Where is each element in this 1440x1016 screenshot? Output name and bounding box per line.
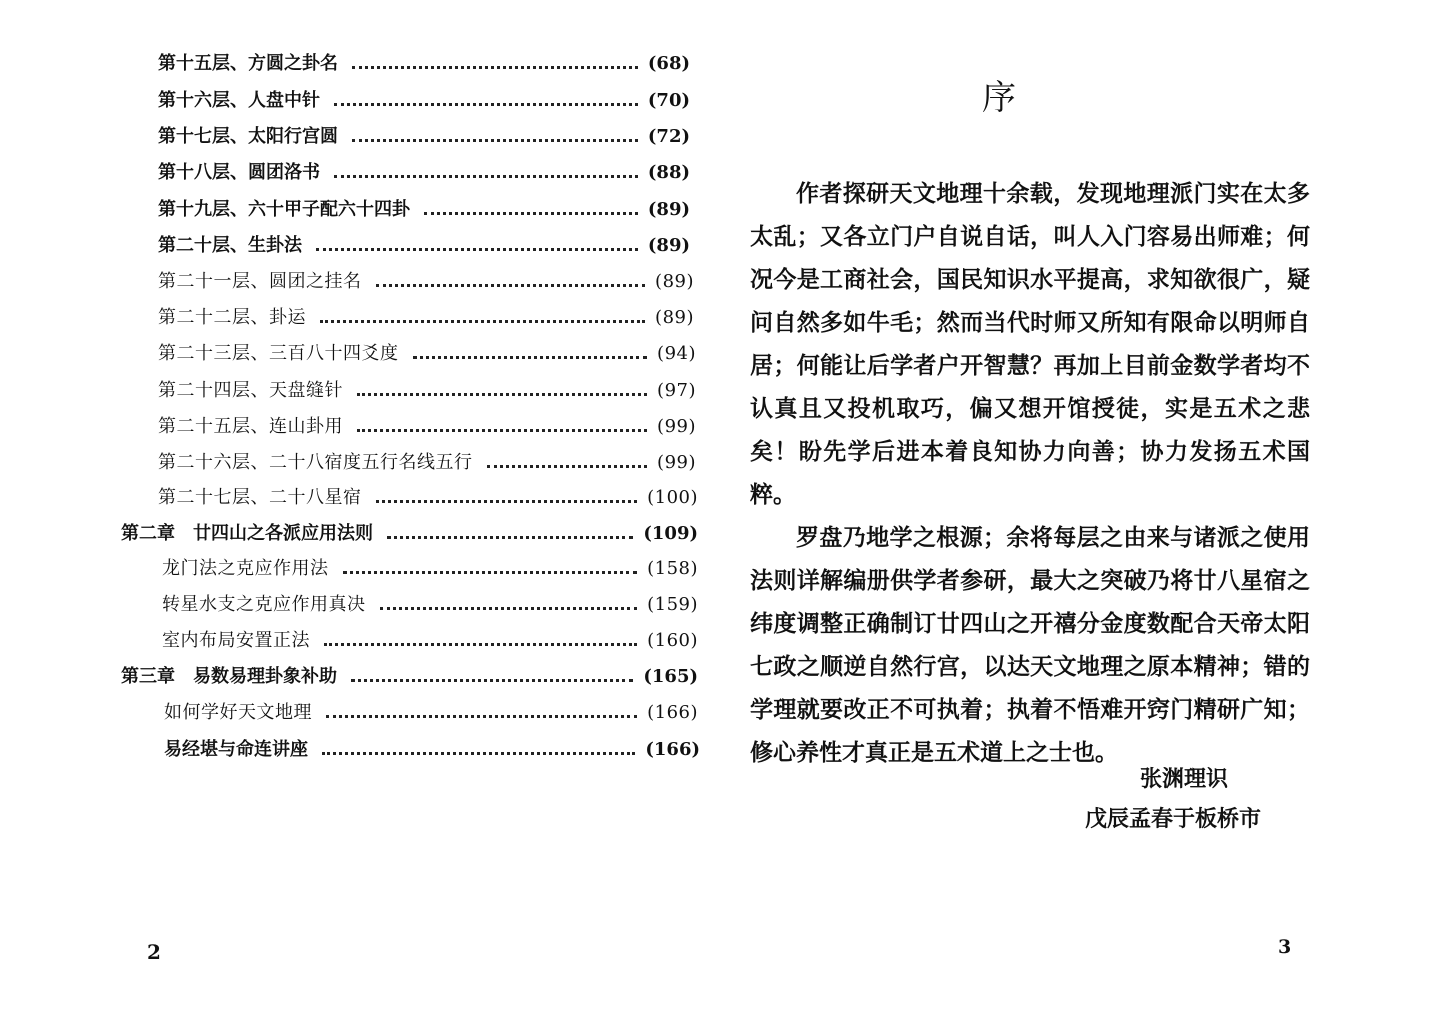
toc-leader-dots bbox=[322, 752, 635, 755]
preface-signature-name: 张渊理识 bbox=[1140, 766, 1229, 792]
table-of-contents bbox=[0, 0, 720, 800]
toc-entry-page: (100) bbox=[647, 487, 698, 508]
toc-leader-dots bbox=[387, 536, 633, 539]
toc-leader-dots bbox=[357, 393, 647, 396]
toc-entry-page: (94) bbox=[657, 343, 696, 364]
toc-entry bbox=[162, 626, 698, 656]
toc-entry bbox=[158, 267, 694, 297]
right-page bbox=[720, 0, 1440, 1016]
toc-entry-title: 第二十五层、连山卦用 bbox=[158, 416, 343, 437]
toc-leader-dots bbox=[487, 465, 648, 468]
toc-leader-dots bbox=[424, 212, 638, 215]
preface-body bbox=[750, 172, 1310, 774]
toc-leader-dots bbox=[376, 500, 638, 503]
toc-leader-dots bbox=[316, 248, 638, 251]
toc-entry-page: (89) bbox=[655, 271, 694, 292]
toc-entry-page: (68) bbox=[647, 53, 690, 74]
toc-chapter-entry bbox=[121, 662, 698, 692]
toc-entry-title: 第十七层、太阳行宫圆 bbox=[158, 126, 338, 147]
toc-entry bbox=[158, 195, 690, 225]
toc-entry-title: 转星水支之克应作用真决 bbox=[162, 594, 366, 615]
toc-entry bbox=[164, 698, 698, 728]
toc-leader-dots bbox=[357, 429, 647, 432]
toc-entry-page: (160) bbox=[647, 630, 698, 651]
toc-entry-title: 如何学好天文地理 bbox=[164, 702, 312, 723]
toc-entry-page: (89) bbox=[647, 199, 690, 220]
toc-entry-title: 第三章 易数易理卦象补助 bbox=[121, 666, 337, 687]
toc-leader-dots bbox=[320, 320, 645, 323]
toc-leader-dots bbox=[351, 679, 633, 682]
toc-leader-dots bbox=[334, 103, 638, 106]
toc-entry-page: (109) bbox=[643, 523, 698, 544]
toc-entry-page: (165) bbox=[643, 666, 698, 687]
toc-entry bbox=[158, 122, 690, 152]
preface-signature-date: 戊辰孟春于板桥市 bbox=[1085, 806, 1262, 832]
toc-entry-title: 第十六层、人盘中针 bbox=[158, 90, 320, 111]
toc-entry bbox=[158, 303, 694, 333]
toc-entry-page: (72) bbox=[647, 126, 690, 147]
left-page-number: 2 bbox=[147, 940, 161, 964]
toc-entry-title: 第二章 廿四山之各派应用法则 bbox=[121, 523, 373, 544]
toc-entry-title: 第十八层、圆团洛书 bbox=[158, 162, 320, 183]
toc-leader-dots bbox=[326, 715, 637, 718]
toc-entry bbox=[158, 158, 690, 188]
toc-entry bbox=[158, 339, 696, 369]
toc-entry-page: (97) bbox=[657, 380, 696, 401]
toc-entry bbox=[158, 231, 690, 261]
toc-leader-dots bbox=[324, 643, 637, 646]
toc-entry-title: 第二十七层、二十八星宿 bbox=[158, 487, 362, 508]
toc-entry-title: 第十五层、方圆之卦名 bbox=[158, 53, 338, 74]
toc-entry-page: (166) bbox=[647, 702, 698, 723]
toc-entry-page: (166) bbox=[645, 739, 700, 760]
preface-paragraph: 罗盘乃地学之根源；余将每层之由来与诸派之使用法则详解编册供学者参研，最大之突破乃将廿八星宿之纬度调整正确制订廿四山之开禧分金度数配合天帝太阳七政之顺逆自然行宫，以达天文地理之原本精神；错的学理就要改正不可执着；执着不悟难开窍门精研广知；修心养性才真正是五术道上之士也。 bbox=[750, 524, 1310, 766]
toc-entry-title: 第二十层、生卦法 bbox=[158, 235, 302, 256]
toc-entry-page: (89) bbox=[655, 307, 694, 328]
toc-entry-page: (99) bbox=[657, 416, 696, 437]
toc-entry bbox=[162, 590, 698, 620]
toc-entry-title: 第二十六层、二十八宿度五行名线五行 bbox=[158, 452, 473, 473]
toc-entry-title: 室内布局安置正法 bbox=[162, 630, 310, 651]
right-page-number: 3 bbox=[1278, 936, 1292, 958]
toc-entry bbox=[158, 376, 696, 406]
toc-entry-title: 第二十二层、卦运 bbox=[158, 307, 306, 328]
toc-leader-dots bbox=[352, 66, 638, 69]
toc-leader-dots bbox=[352, 139, 638, 142]
toc-chapter-entry bbox=[121, 519, 698, 549]
toc-entry bbox=[158, 483, 698, 513]
toc-leader-dots bbox=[376, 284, 646, 287]
preface-paragraph: 作者探研天文地理十余载，发现地理派门实在太多太乱；又各立门户自说自话，叫人入门容易出师难；何况今是工商社会，国民知识水平提高，求知欲很广，疑问自然多如牛毛；然而当代时师又所知有限命以明师自居；何能让后学者户开智慧？再加上目前金数学者均不认真且又投机取巧，偏又想开馆授徒，实是五术之悲矣！盼先学后进本着良知协力向善；协力发扬五术国粹。 bbox=[750, 180, 1310, 508]
toc-entry-page: (70) bbox=[647, 90, 690, 111]
toc-entry-title: 第二十一层、圆团之挂名 bbox=[158, 271, 362, 292]
toc-entry-title: 第二十三层、三百八十四爻度 bbox=[158, 343, 399, 364]
toc-leader-dots bbox=[343, 571, 638, 574]
toc-leader-dots bbox=[380, 607, 638, 610]
toc-leader-dots bbox=[334, 175, 638, 178]
toc-entry-title: 易经堪与命连讲座 bbox=[164, 739, 308, 760]
toc-entry-page: (89) bbox=[647, 235, 690, 256]
toc-entry-page: (158) bbox=[647, 558, 698, 579]
toc-entry-title: 第十九层、六十甲子配六十四卦 bbox=[158, 199, 410, 220]
toc-entry-page: (99) bbox=[657, 452, 696, 473]
toc-entry bbox=[158, 412, 696, 442]
toc-entry-page: (159) bbox=[647, 594, 698, 615]
toc-entry-title: 第二十四层、天盘缝针 bbox=[158, 380, 343, 401]
toc-entry bbox=[158, 49, 690, 79]
toc-entry-page: (88) bbox=[647, 162, 690, 183]
toc-entry bbox=[158, 86, 690, 116]
toc-entry-title: 龙门法之克应作用法 bbox=[162, 558, 329, 579]
toc-leader-dots bbox=[413, 356, 648, 359]
toc-entry bbox=[162, 554, 698, 584]
preface-heading: 序 bbox=[982, 78, 1016, 118]
toc-entry bbox=[164, 735, 700, 765]
toc-entry bbox=[158, 448, 696, 478]
